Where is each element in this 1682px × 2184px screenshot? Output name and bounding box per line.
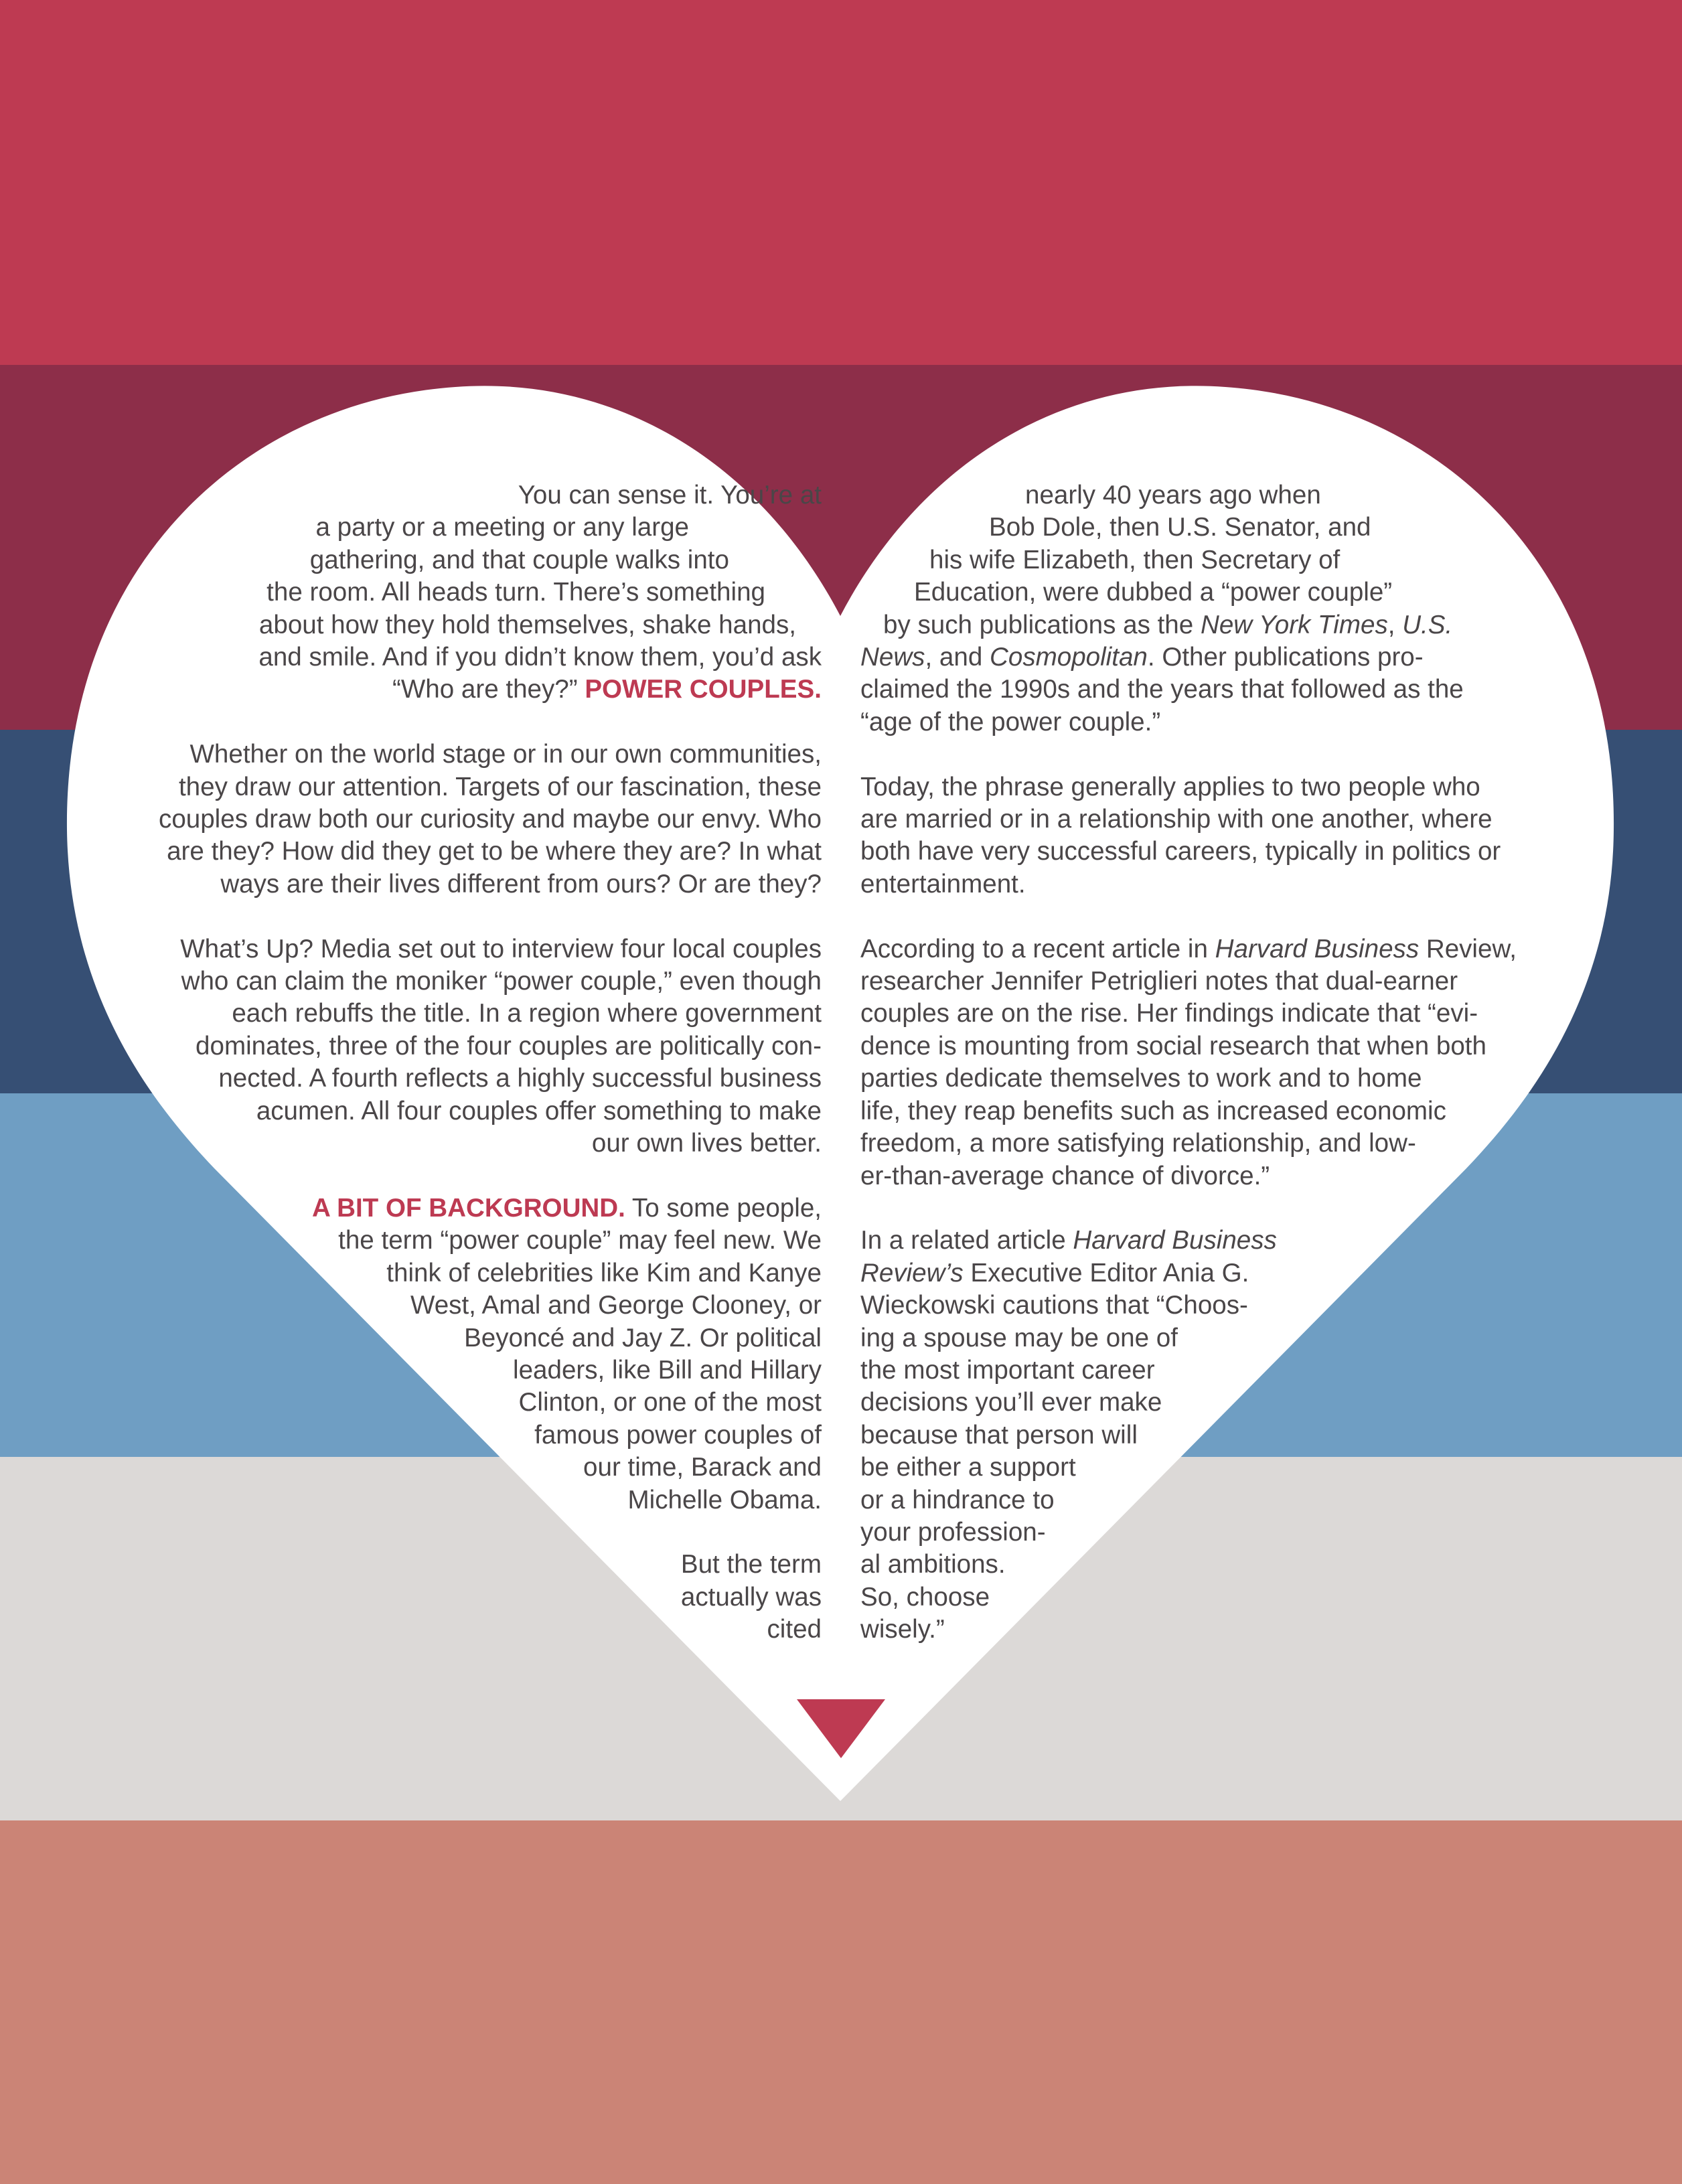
paragraph-today (860, 771, 1597, 901)
text-run: Review, (1419, 934, 1517, 963)
text-line: are they? How did they get to be where they are? In what (167, 837, 822, 866)
text-line: Clinton, or one of the most (518, 1388, 822, 1417)
paragraph-whats-up-media (0, 933, 822, 1160)
text-line: the most important career (860, 1355, 1155, 1385)
text-line: and smile. And if you didn’t know them, you’d ask (258, 643, 822, 672)
text-line: who can claim the moniker “power couple,” even though (181, 967, 822, 996)
left-column (0, 479, 822, 1646)
text-line: nected. A fourth reflects a highly successful business (218, 1064, 822, 1093)
power-couples-heading: POWER COUPLES. (585, 675, 822, 704)
publication-hbr-possessive: Review’s (860, 1258, 964, 1288)
text-line (860, 1225, 1597, 1257)
publication-nyt: New York Times (1200, 610, 1388, 639)
text-line: think of celebrities like Kim and Kanye (386, 1258, 822, 1288)
text-line: each rebuffs the title. In a region where government (232, 999, 822, 1028)
text-line: Today, the phrase generally applies to two people who (860, 772, 1480, 801)
text-line: your profession- (860, 1517, 1046, 1547)
text-line: Wieckowski cautions that “Choos- (860, 1291, 1248, 1320)
text-line: the term “power couple” may feel new. We (338, 1226, 822, 1255)
text-line: his wife Elizabeth, then Secretary of (929, 545, 1341, 574)
text-line: You can sense it. You’re at (518, 481, 822, 510)
text-line (0, 1192, 822, 1225)
paragraph-hbr-wieckowski (860, 1225, 1597, 1646)
text-line: claimed the 1990s and the years that followed as the (860, 675, 1464, 704)
text-line: or a hindrance to (860, 1485, 1055, 1514)
text-line: famous power couples of (534, 1420, 822, 1450)
text-line: couples draw both our curiosity and maybe our envy. Who (159, 805, 822, 834)
text-line: wisely.” (860, 1615, 945, 1644)
text-line: “age of the power couple.” (860, 707, 1161, 736)
text-run: , and (925, 643, 990, 672)
text-line (0, 674, 822, 706)
text-line: acumen. All four couples offer something to make (256, 1096, 822, 1125)
paragraph-world-stage (0, 738, 822, 901)
background-first-text: To some people, (631, 1193, 822, 1223)
text-line: life, they reap benefits such as increased economic (860, 1096, 1446, 1125)
text-line: West, Amal and George Clooney, or (410, 1291, 822, 1320)
text-line: the room. All heads turn. There’s something (266, 578, 765, 607)
text-line: a party or a meeting or any large (315, 513, 689, 542)
text-run: . Other publications pro- (1147, 643, 1424, 672)
text-run: In a related article (860, 1226, 1073, 1255)
text-line: freedom, a more satisfying relationship, and low- (860, 1129, 1416, 1158)
text-line: actually was (680, 1582, 822, 1612)
text-line: But the term (680, 1550, 822, 1579)
right-column (860, 479, 1597, 1646)
paragraph-closing (0, 1549, 822, 1646)
text-line: our time, Barack and (583, 1453, 822, 1482)
text-line: be either a support (860, 1453, 1076, 1482)
text-line: both have very successful careers, typically in politics or (860, 837, 1501, 866)
text-line (883, 609, 1597, 641)
text-line: nearly 40 years ago when (1025, 481, 1321, 510)
text-line: they draw our attention. Targets of our fascination, these (178, 772, 822, 801)
text-line: Education, were dubbed a “power couple” (914, 578, 1393, 607)
text-line: researcher Jennifer Petriglieri notes that dual-earner (860, 967, 1458, 996)
publication-hbr: Harvard Business (1073, 1226, 1277, 1255)
text-line: Beyoncé and Jay Z. Or political (464, 1323, 822, 1352)
text-line: What’s Up? Media set out to interview four local couples (180, 934, 822, 963)
text-line: er-than-average chance of divorce.” (860, 1161, 1270, 1190)
text-line (860, 933, 1597, 965)
text-line: So, choose (860, 1582, 990, 1612)
text-line: parties dedicate themselves to work and to home (860, 1064, 1422, 1093)
paragraph-bob-dole (860, 479, 1597, 738)
text-line: because that person will (860, 1420, 1138, 1450)
text-line (860, 1257, 1597, 1290)
text-line: ways are their lives different from ours? Or are they? (220, 869, 822, 899)
text-line: Michelle Obama. (627, 1485, 822, 1514)
text-line: are married or in a relationship with one another, where (860, 805, 1493, 834)
text-line: about how they hold themselves, shake hands, (258, 610, 796, 639)
publication-us-news-part: U.S. (1402, 610, 1453, 639)
text-line (860, 641, 1597, 674)
text-line: dominates, three of the four couples are politically con- (196, 1031, 822, 1061)
intro-paragraph (0, 479, 822, 706)
background-heading: A BIT OF BACKGROUND. (311, 1193, 625, 1223)
text-line: al ambitions. (860, 1550, 1006, 1579)
text-line: entertainment. (860, 869, 1026, 899)
text-line: leaders, like Bill and Hillary (513, 1355, 822, 1385)
text-run: , (1387, 610, 1403, 639)
text-line: couples are on the rise. Her findings indicate that “evi- (860, 999, 1478, 1028)
publication-us-news-part: News (860, 643, 925, 672)
publication-hbr: Harvard Business (1215, 934, 1420, 963)
text-line: ing a spouse may be one of (860, 1323, 1178, 1352)
paragraph-background (0, 1192, 822, 1516)
text-line: decisions you’ll ever make (860, 1388, 1162, 1417)
text-line: Whether on the world stage or in our own communities, (189, 740, 822, 769)
text-run: by such publications as the (883, 610, 1201, 639)
text-line: gathering, and that couple walks into (309, 545, 729, 574)
intro-last-text: “Who are they?” (392, 675, 578, 704)
text-line: Bob Dole, then U.S. Senator, and (989, 513, 1371, 542)
text-run: Executive Editor Ania G. (963, 1258, 1249, 1288)
publication-cosmopolitan: Cosmopolitan (990, 643, 1148, 672)
paragraph-hbr-petriglieri (860, 933, 1597, 1192)
text-line: our own lives better. (591, 1129, 822, 1158)
text-run: According to a recent article in (860, 934, 1215, 963)
text-line: dence is mounting from social research that when both (860, 1031, 1486, 1061)
text-line: cited (767, 1615, 822, 1644)
